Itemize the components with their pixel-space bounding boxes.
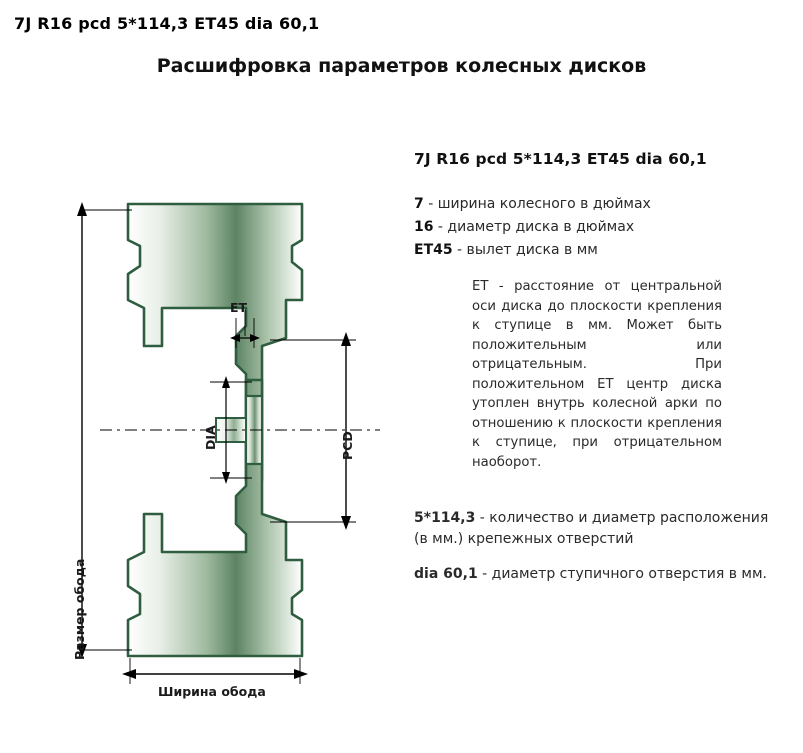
legend-et-paragraph: ET - расстояние от центральной оси диска до плоскости крепления к ступице в мм. Может быть положительным или отрицательным. При положительном ET центр диска утоплен внутрь колесной арки по отношению к плоскости крепления к ступице, при отрицательном наоборот. [472, 279, 722, 470]
top-code-text: 7J R16 pcd 5*114,3 ET45 dia 60,1 [14, 14, 320, 33]
legend-item-dia [414, 564, 784, 585]
legend-item-width [414, 194, 784, 215]
legend-item-width-key: 7 [414, 196, 424, 212]
legend-item-diameter [414, 217, 784, 238]
legend-item-et-key: ET45 [414, 242, 453, 258]
wheel-cross-section-drawing [40, 150, 410, 710]
legend-item-width-text: - ширина колесного в дюймах [423, 196, 651, 212]
legend-item-dia-text: - диаметр ступичного отверстия в мм. [477, 566, 767, 582]
label-rim-width: Ширина обода [158, 684, 266, 699]
legend-item-pcd [414, 508, 784, 550]
legend-item-dia-key: dia 60,1 [414, 566, 478, 582]
legend-item-diameter-text: - диаметр диска в дюймах [433, 219, 635, 235]
legend-item-pcd-key: 5*114,3 [414, 510, 476, 526]
legend-item-et [414, 240, 784, 261]
legend-code: 7J R16 pcd 5*114,3 ET45 dia 60,1 [414, 150, 707, 168]
label-dia: DIA [203, 425, 218, 450]
legend-item-et-text: - вылет диска в мм [452, 242, 598, 258]
legend-item-diameter-key: 16 [414, 219, 434, 235]
label-rim-size: Размер обода [72, 558, 87, 660]
legend-item-pcd-text: - количество и диаметр расположения (в мм.) крепежных отверстий [414, 510, 769, 547]
page-title: Расшифровка параметров колесных дисков [156, 55, 647, 77]
legend-panel [414, 150, 784, 585]
label-et: ET [230, 300, 248, 315]
label-pcd: PCD [340, 431, 355, 460]
